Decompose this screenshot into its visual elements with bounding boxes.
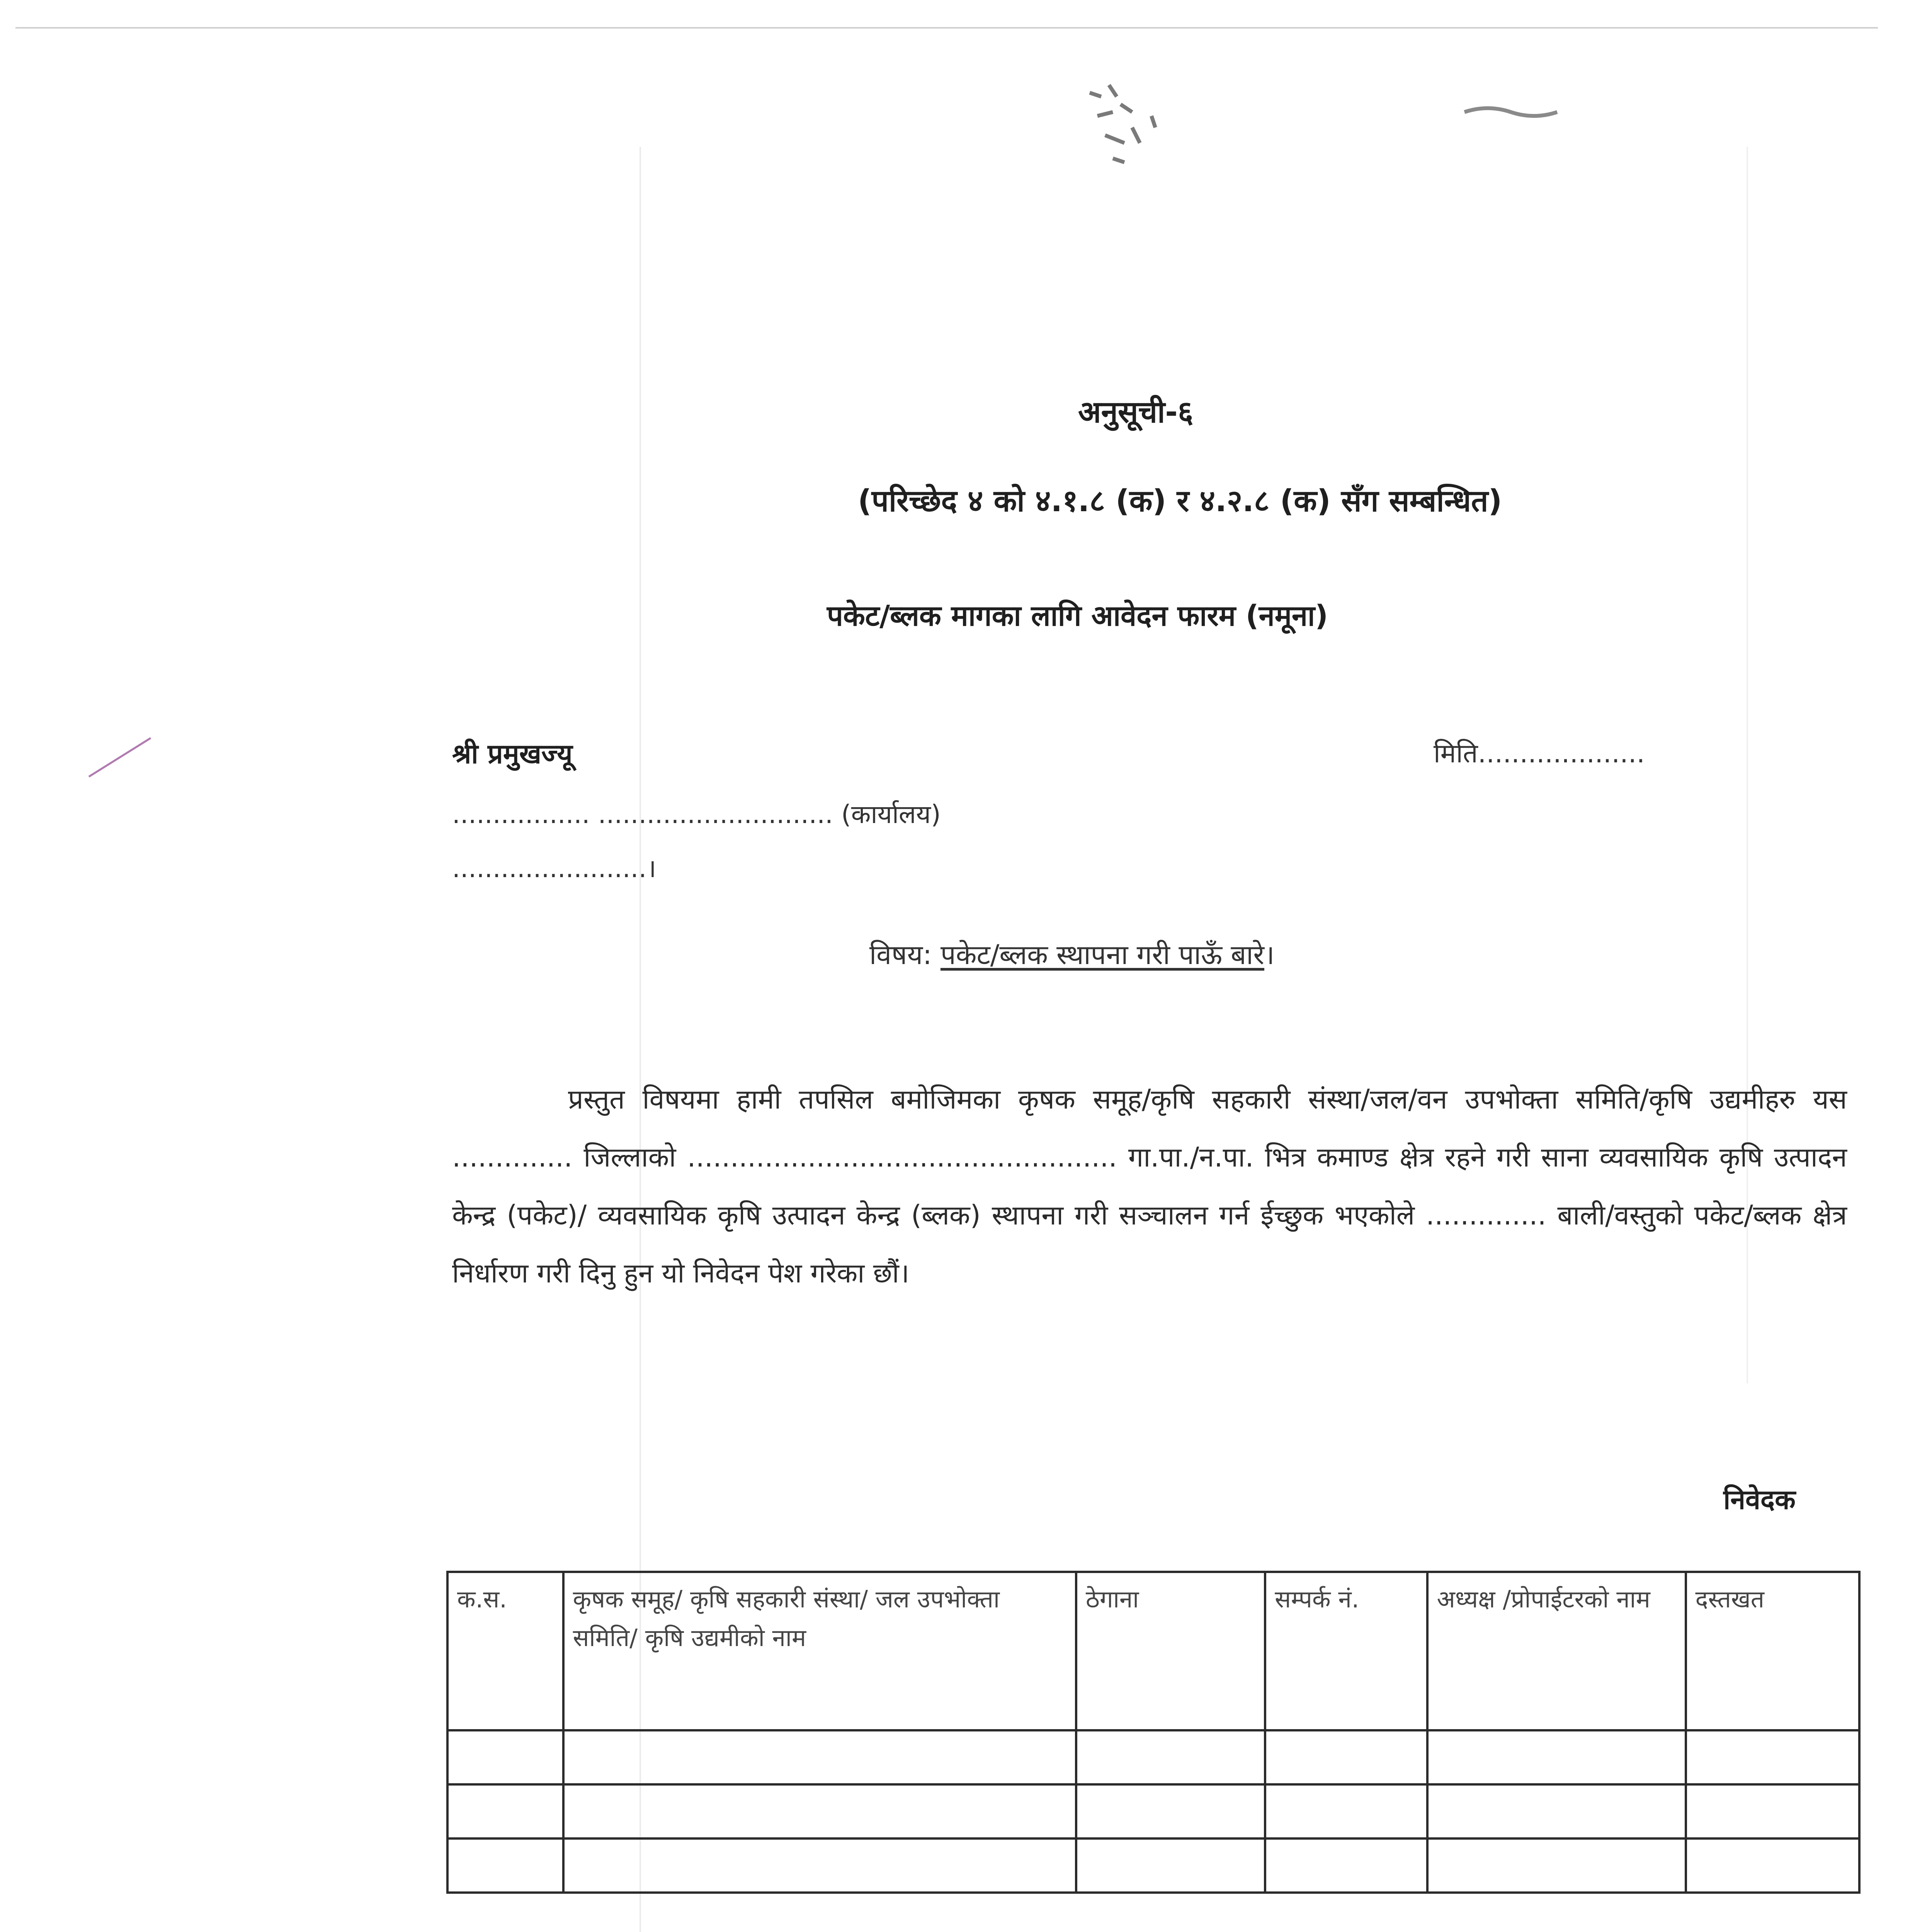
body-paragraph: प्रस्तुत विषयमा हामी तपसिल बमोजिमका कृषक समूह/कृषि सहकारी संस्था/जल/वन उपभोक्ता समिति/कृषि उद्यमीहरु यस .............. जिल्लाको .................................................. गा.पा./न.पा. भित्र कमाण्ड क्षेत्र रहने गरी साना व्यवसायिक कृषि उत्पादन केन्द्र (पकेट)/ व्यवसायिक कृषि उत्पादन केन्द्र (ब्लक) स्थापना गरी सञ्चालन गर्न ईच्छुक भएकोले .............. बाली/वस्तुको पकेट/ब्लक क्षेत्र निर्धारण गरी दिनु हुन यो निवेदन पेश गरेका छौं। (452, 1083, 1847, 1289)
address-line-2: ........................। (452, 854, 656, 883)
table-row (447, 1730, 1859, 1784)
table-row (447, 1838, 1859, 1893)
applicant-label: निवेदक (1723, 1484, 1796, 1515)
col-chairperson-name: अध्यक्ष /प्रोपाईटरको नाम (1427, 1572, 1686, 1730)
table-cell[interactable] (1686, 1838, 1859, 1893)
table-header-row (447, 1572, 1859, 1730)
table-cell[interactable] (1076, 1838, 1265, 1893)
table-cell[interactable] (447, 1838, 563, 1893)
applicants-table (446, 1571, 1861, 1894)
col-serial: क.स. (447, 1572, 563, 1730)
scan-edge-line (15, 27, 1878, 29)
subject-text: पकेट/ब्लक स्थापना गरी पाऊँ बारे (940, 939, 1265, 971)
section-reference: (परिच्छेद ४ को ४.१.८ (क) र ४.२.८ (क) सँग सम्बन्धित) (858, 484, 1502, 519)
table-row (447, 1784, 1859, 1838)
col-signature: दस्तखत (1686, 1572, 1859, 1730)
table-cell[interactable] (563, 1784, 1076, 1838)
table-cell[interactable] (1265, 1838, 1427, 1893)
table-cell[interactable] (563, 1838, 1076, 1893)
table-cell[interactable] (1686, 1730, 1859, 1784)
date-label: मिति (1434, 738, 1478, 769)
table-cell[interactable] (1427, 1784, 1686, 1838)
col-organization-name: कृषक समूह/ कृषि सहकारी संस्था/ जल उपभोक्ता समिति/ कृषि उद्यमीको नाम (563, 1572, 1076, 1730)
table-cell[interactable] (447, 1730, 563, 1784)
table-cell[interactable] (1265, 1784, 1427, 1838)
table-cell[interactable] (447, 1784, 563, 1838)
office-line (452, 796, 941, 831)
office-label: (कार्यालय) (841, 799, 941, 829)
table-cell[interactable] (1076, 1784, 1265, 1838)
date-field (1434, 734, 1645, 770)
table-cell[interactable] (1076, 1730, 1265, 1784)
table-cell[interactable] (1265, 1730, 1427, 1784)
table-cell[interactable] (1427, 1730, 1686, 1784)
col-address: ठेगाना (1076, 1572, 1265, 1730)
table-cell[interactable] (563, 1730, 1076, 1784)
table-cell[interactable] (1427, 1838, 1686, 1893)
table-cell[interactable] (1686, 1784, 1859, 1838)
date-blank: .................... (1478, 738, 1645, 769)
office-blank: ................. ............................. (452, 799, 833, 829)
salutation: श्री प्रमुखज्यू (452, 738, 573, 770)
subject-label: विषय: (869, 939, 932, 971)
schedule-title: अनुसूची-६ (1078, 395, 1194, 430)
form-title: पकेट/ब्लक मागका लागि आवेदन फारम (नमूना) (827, 599, 1328, 633)
col-contact-number: सम्पर्क नं. (1265, 1572, 1427, 1730)
subject-line: विषय: पकेट/ब्लक स्थापना गरी पाऊँ बारे। (869, 939, 1275, 971)
